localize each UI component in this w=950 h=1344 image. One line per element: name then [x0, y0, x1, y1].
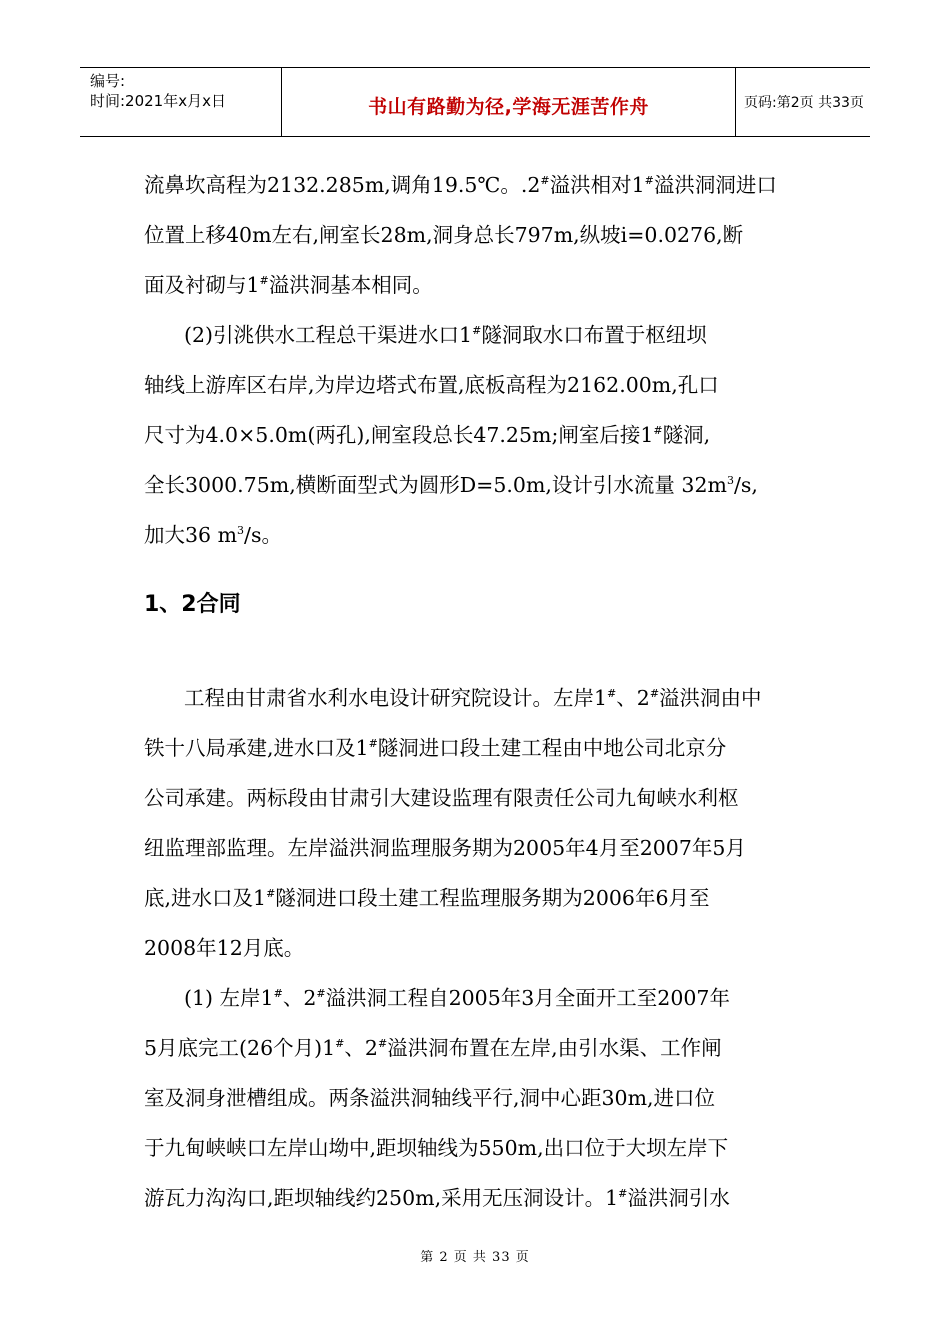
number-label: 编号:: [90, 72, 126, 90]
section-heading: 1、2合同: [144, 592, 241, 617]
text-run: 工程由甘肃省水利水电设计研究院设计。左岸1: [184, 686, 608, 710]
superscript: #: [618, 1187, 628, 1200]
superscript: #: [368, 737, 378, 750]
body-line: 公司承建。两标段由甘肃引大建设监理有限责任公司九甸峡水利枢: [144, 786, 739, 810]
text-run: 5月底完工(26个月)1: [144, 1036, 336, 1060]
text-run: 溢洪洞引水: [627, 1186, 730, 1210]
superscript: #: [259, 274, 269, 287]
superscript: 3: [726, 474, 734, 487]
text-run: (1) 左岸1: [184, 986, 274, 1010]
superscript: #: [273, 987, 283, 1000]
header-info-cell: [80, 68, 282, 136]
body-line: [184, 985, 730, 1011]
text-run: /s。: [244, 523, 282, 547]
text-run: 隧洞,: [662, 423, 711, 447]
body-line: [144, 735, 726, 761]
body-line: 轴线上游库区右岸,为岸边塔式布置,底板高程为2162.00m,孔口: [144, 373, 719, 397]
text-run: 溢洪洞基本相同。: [268, 273, 433, 297]
body-line: [144, 1035, 722, 1061]
superscript: #: [472, 324, 482, 337]
text-run: 游瓦力沟沟口,距坝轴线约250m,采用无压洞设计。1: [144, 1186, 619, 1210]
text-run: (2)引洮供水工程总干渠进水口1: [184, 323, 473, 347]
text-run: 隧洞进口段土建工程监理服务期为2006年6月至: [275, 886, 710, 910]
text-run: 、2: [616, 686, 650, 710]
page-info: 页码:第2页 共33页: [744, 95, 864, 111]
text-run: 尺寸为4.0×5.0m(两孔),闸室段总长47.25m;闸室后接1: [144, 423, 654, 447]
text-run: 隧洞取水口布置于枢纽坝: [481, 323, 707, 347]
body-line: [144, 472, 758, 498]
body-line: [144, 172, 777, 198]
header-motto-cell: [282, 68, 736, 136]
superscript: #: [607, 687, 617, 700]
body-line: 室及洞身泄槽组成。两条溢洪洞轴线平行,洞中心距30m,进口位: [144, 1086, 716, 1110]
text-run: 加大36 m: [144, 523, 238, 547]
header-page-cell: [736, 68, 870, 136]
page-header: [80, 67, 870, 137]
text-run: 面及衬砌与1: [144, 273, 260, 297]
page-footer: 第 2 页 共 33 页: [420, 1250, 530, 1265]
superscript: #: [649, 687, 660, 700]
superscript: 3: [237, 524, 245, 537]
body-line: 2008年12月底。: [144, 936, 305, 960]
text-run: 、2: [344, 1036, 378, 1060]
body-line: [144, 522, 282, 548]
superscript: #: [644, 174, 654, 187]
superscript: #: [377, 1037, 388, 1050]
text-run: 全长3000.75m,横断面型式为圆形D=5.0m,设计引水流量 32m: [144, 473, 727, 497]
text-run: 底,进水口及1: [144, 886, 267, 910]
superscript: #: [540, 174, 550, 187]
body-line: [144, 422, 710, 448]
text-run: 铁十八局承建,进水口及1: [144, 736, 369, 760]
body-line: 纽监理部监理。左岸溢洪洞监理服务期为2005年4月至2007年5月: [144, 836, 746, 860]
text-run: 溢洪相对1: [549, 173, 645, 197]
superscript: #: [316, 987, 326, 1000]
text-run: 、2: [282, 986, 317, 1010]
superscript: #: [653, 424, 663, 437]
superscript: #: [266, 887, 276, 900]
text-run: 隧洞进口段土建工程由中地公司北京分: [377, 736, 727, 760]
text-run: 流鼻坎高程为2132.285m,调角19.5℃。.2: [144, 173, 541, 197]
body-line: [184, 685, 762, 711]
body-line: 于九甸峡峡口左岸山坳中,距坝轴线为550m,出口位于大坝左岸下: [144, 1136, 729, 1160]
body-line: 位置上移40m左右,闸室长28m,洞身总长797m,纵坡i=0.0276,断: [144, 223, 744, 247]
text-run: /s,: [733, 473, 758, 497]
time-label: 时间:2021年x月x日: [90, 92, 226, 110]
text-run: 溢洪洞由中: [659, 686, 762, 710]
text-run: 溢洪洞布置在左岸,由引水渠、工作闸: [387, 1036, 722, 1060]
body-line: [184, 322, 707, 348]
superscript: #: [335, 1037, 345, 1050]
text-run: 溢洪洞工程自2005年3月全面开工至2007年: [325, 986, 730, 1010]
body-line: [144, 1185, 730, 1211]
body-line: [144, 272, 433, 298]
text-run: 溢洪洞洞进口: [653, 173, 777, 197]
motto: 书山有路勤为径,学海无涯苦作舟: [368, 96, 649, 118]
body-line: [144, 885, 710, 911]
